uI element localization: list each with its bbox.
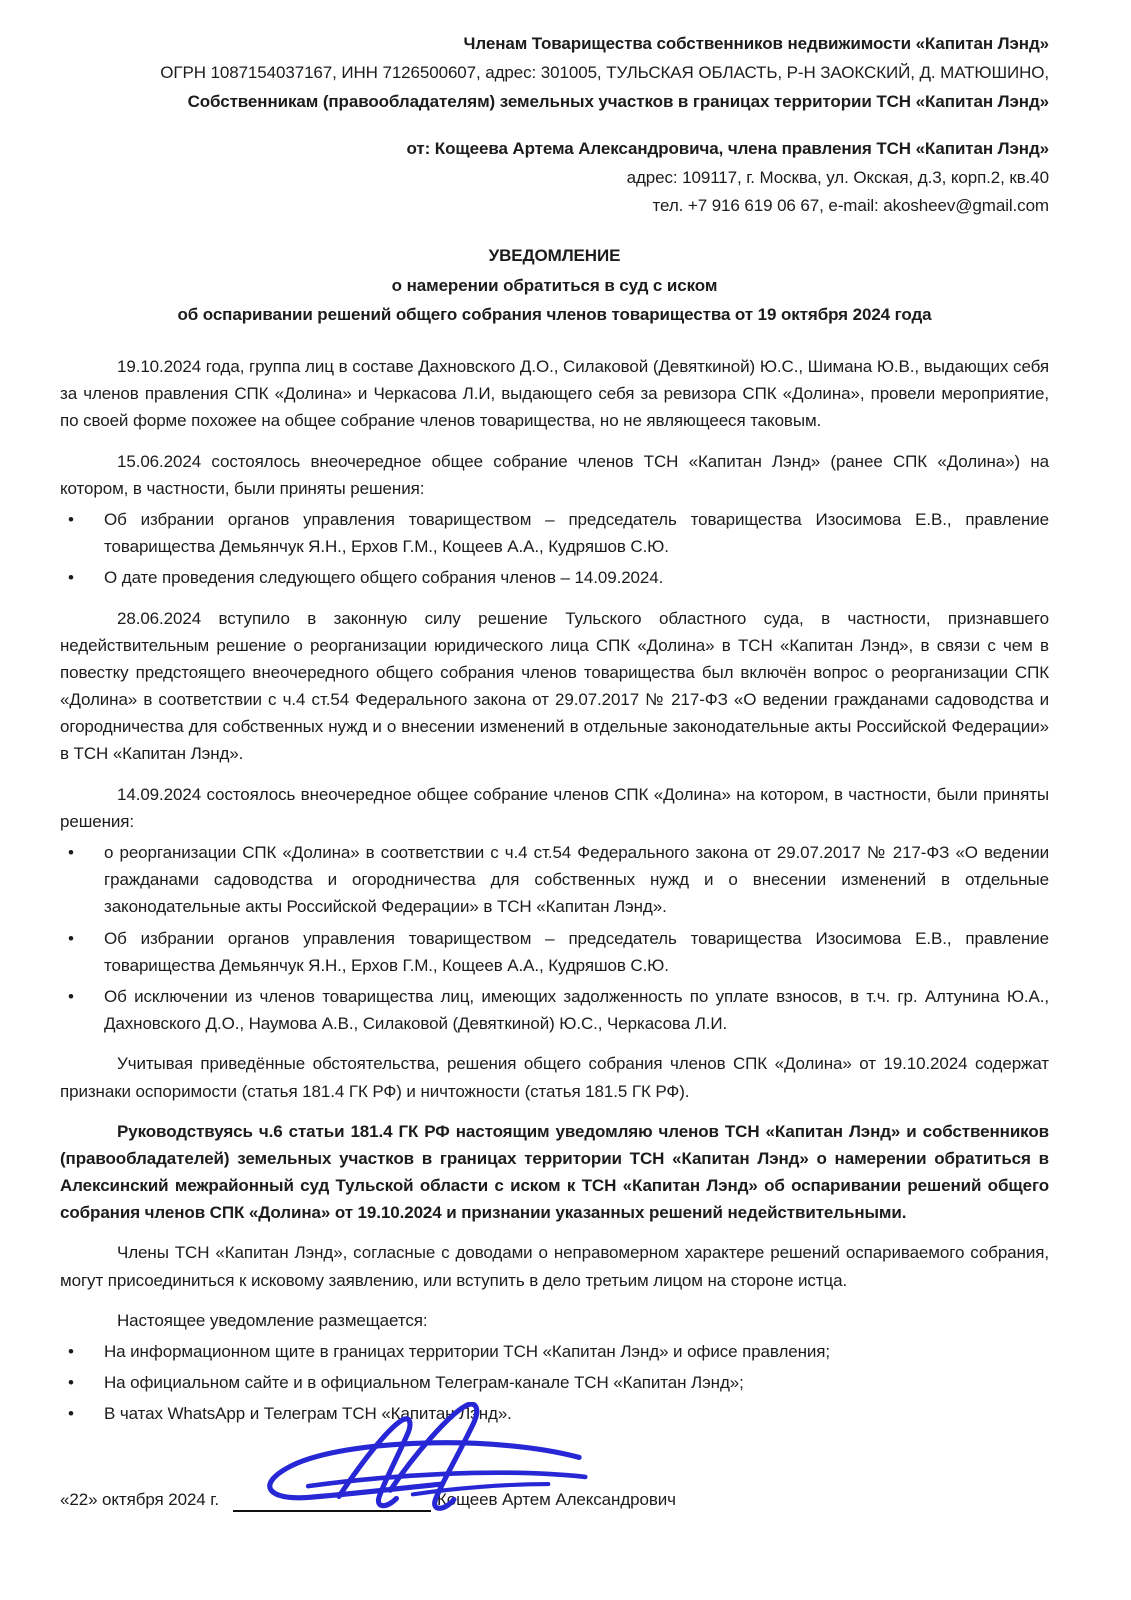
list-item [60, 839, 1049, 921]
signature-name: Кощеев Артем Александрович [436, 1490, 676, 1510]
list-item [60, 1369, 1049, 1396]
signature-line [233, 1490, 431, 1512]
title-line-1: УВЕДОМЛЕНИЕ [488, 246, 621, 266]
list-item [60, 506, 1049, 560]
paragraph-legal-grounds: Учитывая приведённые обстоятельства, решения общего собрания членов СПК «Долина» от 19.10.2024 содержат признаки оспоримости (статья 181.4 ГК РФ) и ничтожности (статья 181.5 ГК РФ). [60, 1054, 1049, 1101]
paragraph-court-28-06: 28.06.2024 вступило в законную силу решение Тульского областного суда, в частности, признавшего недействительным решение о реорганизации юридического лица СПК «Долина» в ТСН «Капитан Лэнд», в связи с чем в повестку предстоящего внеочередного общего собрания членов товарищества был включён вопрос о реорганизации СПК «Долина» в соответствии с ч.4 ст.54 Федерального закона от 29.07.2017 № 217-ФЗ «О ведении гражданами садоводства и огородничества для собственных нужд и о внесении изменений в отдельные законодательные акты Российской Федерации» в ТСН «Капитан Лэнд». [60, 608, 1049, 764]
paragraph-meeting-14-09: 14.09.2024 состоялось внеочередное общее собрание членов СПК «Долина» на котором, в частности, были приняты решения: [60, 784, 1049, 831]
signature-block [60, 1484, 1049, 1514]
list-item-text: На официальном сайте и в официальном Телеграм-канале ТСН «Капитан Лэнд»; [104, 1373, 744, 1393]
paragraph-placement-intro: Настоящее уведомление размещается: [117, 1310, 428, 1330]
paragraph-join-claim: Члены ТСН «Капитан Лэнд», согласные с доводами о неправомерном характере решений оспариваемого собрания, могут присоединиться к исковому заявлению, или вступить в дело третьим лицом на стороне истца. [60, 1243, 1049, 1290]
paragraph-meeting-15-06: 15.06.2024 состоялось внеочередное общее собрание членов ТСН «Капитан Лэнд» (ранее СПК «Долина») на котором, в частности, были приняты решения: [60, 451, 1049, 498]
sender-line: от: Кощеева Артема Александровича, члена правления ТСН «Капитан Лэнд» [406, 138, 1049, 158]
registration-line: ОГРН 1087154037167, ИНН 7126500607, адрес: 301005, ТУЛЬСКАЯ ОБЛАСТЬ, Р-Н ЗАОКСКИЙ, Д. МАТЮШИНО, [160, 62, 1049, 82]
bullet-icon: • [68, 509, 74, 529]
signature-stroke-tail [308, 1472, 585, 1485]
sender-contact: тел. +7 916 619 06 67, e-mail: akosheev@gmail.com [652, 196, 1049, 216]
list-item [60, 983, 1049, 1037]
list-item [60, 564, 1049, 591]
paragraph-events-19-10: 19.10.2024 года, группа лиц в составе Дахновского Д.О., Силаковой (Девяткиной) Ю.С., Шимана Ю.В., выдающих себя за членов правления СПК «Долина» и Черкасова Л.И, выдающего себя за ревизора СПК «Долина», провели мероприятие, по своей форме похожее на общее собрание членов товарищества, но не являющееся таковым. [60, 357, 1049, 431]
bullet-icon: • [68, 843, 74, 863]
placement-list [60, 1338, 1049, 1428]
bullet-icon: • [68, 1342, 74, 1362]
decisions-list-15-06 [60, 506, 1049, 592]
list-item-text: Об избрании органов управления товариществом – председатель товарищества Изосимова Е.В., правление товарищества Демьянчук Я.Н., Ерхов Г.М., Кощеев А.А., Кудряшов С.Ю. [104, 928, 1049, 975]
list-item [60, 1400, 1049, 1427]
list-item-text: Об исключении из членов товарищества лиц, имеющих задолженность по уплате взносов, в т.ч. гр. Алтунина Ю.А., Дахновского Д.О., Наумова А.В., Силаковой (Девяткиной) Ю.С., Черкасова Л.И. [104, 986, 1049, 1034]
bullet-icon: • [68, 568, 74, 588]
list-item [60, 925, 1049, 979]
document-title [60, 241, 1049, 329]
recipient-line-2: Собственникам (правообладателям) земельных участков в границах территории ТСН «Капитан Лэнд» [187, 91, 1049, 111]
list-item-text: Об избрании органов управления товариществом – председатель товарищества Изосимова Е.В., правление товарищества Демьянчук Я.Н., Ерхов Г.М., Кощеев А.А., Кудряшов С.Ю. [104, 509, 1049, 557]
signature-date: «22» октября 2024 г. [60, 1490, 219, 1510]
recipient-line-1: Членам Товарищества собственников недвижимости «Капитан Лэнд» [463, 34, 1049, 53]
bullet-icon: • [68, 1373, 74, 1393]
header-gap [60, 117, 1049, 135]
bullet-icon: • [68, 986, 74, 1006]
list-item-text: В чатах WhatsApp и Телеграм ТСН «Капитан Лэнд». [104, 1404, 512, 1424]
title-line-2: о намерении обратиться в суд с иском [391, 275, 718, 295]
list-item [60, 1338, 1049, 1365]
bullet-icon: • [68, 1404, 74, 1424]
title-line-3: об оспаривании решений общего собрания членов товарищества от 19 октября 2024 года [177, 304, 932, 324]
document-header [60, 30, 1049, 221]
bullet-icon: • [68, 928, 74, 948]
decisions-list-14-09 [60, 839, 1049, 1037]
paragraph-notice-statement: Руководствуясь ч.6 статьи 181.4 ГК РФ настоящим уведомляю членов ТСН «Капитан Лэнд» и собственников (правообладателей) земельных участков в границах территории ТСН «Капитан Лэнд» о намерении обратиться в Алексинский межрайонный суд Тульской области с иском к ТСН «Капитан Лэнд» об оспаривании решений общего собрания членов СПК «Долина» от 19.10.2024 и признании указанных решений недействительными. [60, 1121, 1049, 1223]
list-item-text: На информационном щите в границах территории ТСН «Капитан Лэнд» и офисе правления; [104, 1342, 831, 1362]
list-item-text: о реорганизации СПК «Долина» в соответствии с ч.4 ст.54 Федерального закона от 29.07.2017 № 217-ФЗ «О ведении гражданами садоводства и огородничества для собственных нужд и о внесении изменений в отдельные законодательные акты Российской Федерации» в ТСН «Капитан Лэнд». [104, 843, 1049, 917]
sender-address: адрес: 109117, г. Москва, ул. Окская, д.3, корп.2, кв.40 [626, 167, 1049, 187]
list-item-text: О дате проведения следующего общего собрания членов – 14.09.2024. [104, 568, 664, 588]
